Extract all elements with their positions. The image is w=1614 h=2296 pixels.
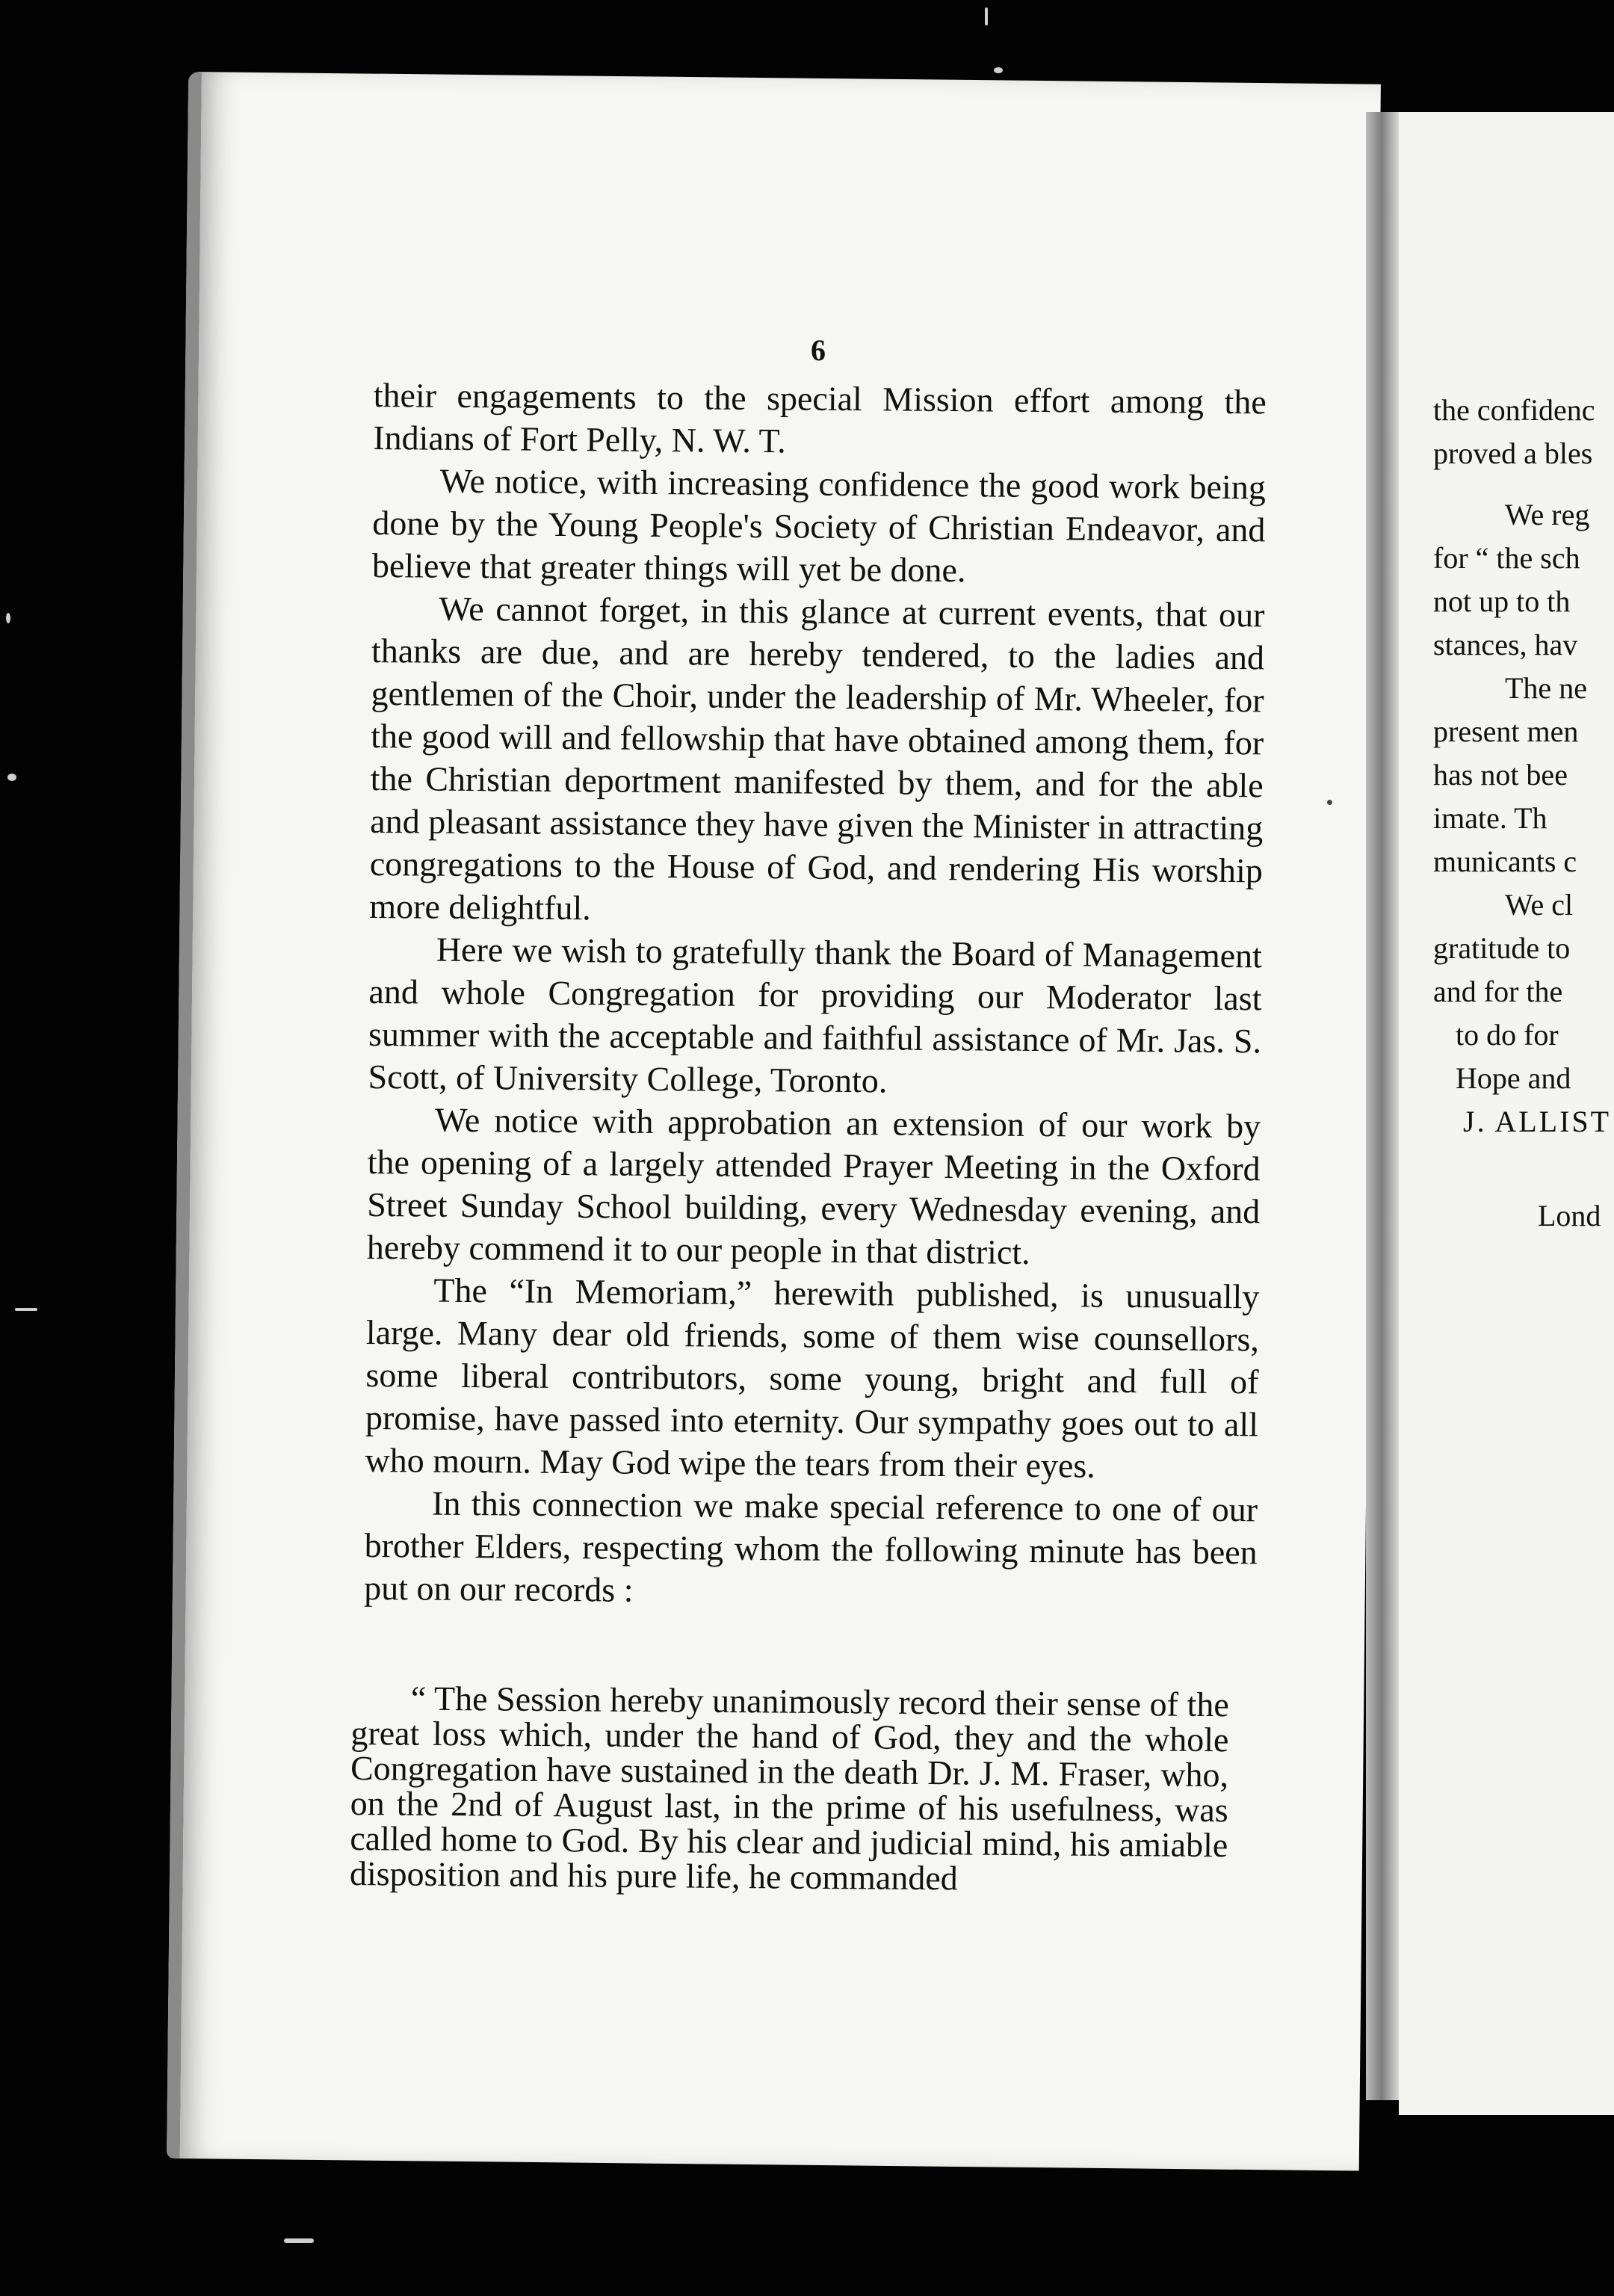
right-line: gratitude to — [1433, 931, 1571, 965]
right-line: and for the — [1433, 975, 1563, 1008]
paragraph: The “In Memoriam,” herewith published, is unusually large. Many dear old friends, some of them wise counsellors, some liberal contributors, some young, bright and full of promise, have passed into eternity. Our sympathy goes out to all who mourn. May God wipe the tears from their eyes. — [365, 1271, 1260, 1485]
right-line: imate. Th — [1433, 801, 1547, 835]
page-number: 6 — [811, 333, 826, 367]
right-line: We reg — [1505, 498, 1590, 531]
scan-speck — [7, 774, 16, 781]
paragraph: their engagements to the special Mission effort among the Indians of Fort Pelly, N. W. T. — [373, 375, 1267, 460]
paragraph: Here we wish to gratefully thank the Board of Management and whole Congregation for providing our Moderator last summer with the acceptable and faithful assistance of Mr. Jas. S. Scott, of University College, Toronto. — [368, 930, 1263, 1100]
right-page-body — [1433, 389, 1614, 1238]
right-line: Lond — [1538, 1199, 1601, 1232]
right-line: stances, hav — [1433, 628, 1578, 661]
scan-speck — [15, 1308, 37, 1311]
right-line: proved a bles — [1433, 436, 1593, 470]
right-line: We cl — [1505, 888, 1574, 922]
left-page-body — [364, 374, 1267, 1616]
paragraph: In this connection we make special reference to one of our brother Elders, respecting whom the following minute has been put on our records : — [364, 1484, 1258, 1609]
right-line: has not bee — [1433, 758, 1568, 791]
right-line: municants c — [1433, 845, 1577, 878]
right-line: J. ALLIST — [1463, 1105, 1612, 1138]
scan-speck — [994, 67, 1003, 73]
book-gutter — [1366, 112, 1400, 2100]
scan-speck — [6, 613, 10, 623]
scan-speck — [284, 2238, 314, 2243]
paragraph: We notice, with increasing confidence the good work being done by the Young People's Society of Christian Endeavor, and believe that greater things will yet be done. — [371, 461, 1267, 590]
right-line: for “ the sch — [1433, 541, 1580, 575]
right-line: present men — [1433, 715, 1579, 748]
scan-speck — [985, 7, 988, 25]
right-line: to do for — [1456, 1018, 1559, 1052]
scan-speck — [1327, 800, 1332, 805]
paragraph: We notice with approbation an extension of our work by the opening of a largely attended Prayer Meeting in the Oxford Street Sunday School building, every Wednesday evening, and hereby commend it to our people in that district. — [366, 1100, 1261, 1271]
right-line: the confidenc — [1433, 393, 1595, 427]
memorial-quote: “ The Session hereby unanimously record their sense of the great loss which, under the hand of God, they and the whole Congregation have sustained in the death Dr. J. M. Fraser, who, on the 2nd of August last, in the prime of his usefulness, was called home to God. By his clear and judicial mind, his amiable disposition and his pure life, he commanded — [349, 1679, 1229, 1898]
paragraph: We cannot forget, in this glance at current events, that our thanks are due, and are hereby tendered, to the ladies and gentlemen of the Choir, under the leadership of Mr. Wheeler, for the good will and fellowship that have obtained among them, for the Christian deportment manifested by them, and for the able and pleasant assistance they have given the Minister in attracting congregations to the House of God, and rendering His worship more delightful. — [369, 589, 1265, 928]
right-line: Hope and — [1456, 1061, 1571, 1095]
right-line: The ne — [1505, 671, 1587, 705]
right-line: not up to th — [1433, 584, 1571, 618]
